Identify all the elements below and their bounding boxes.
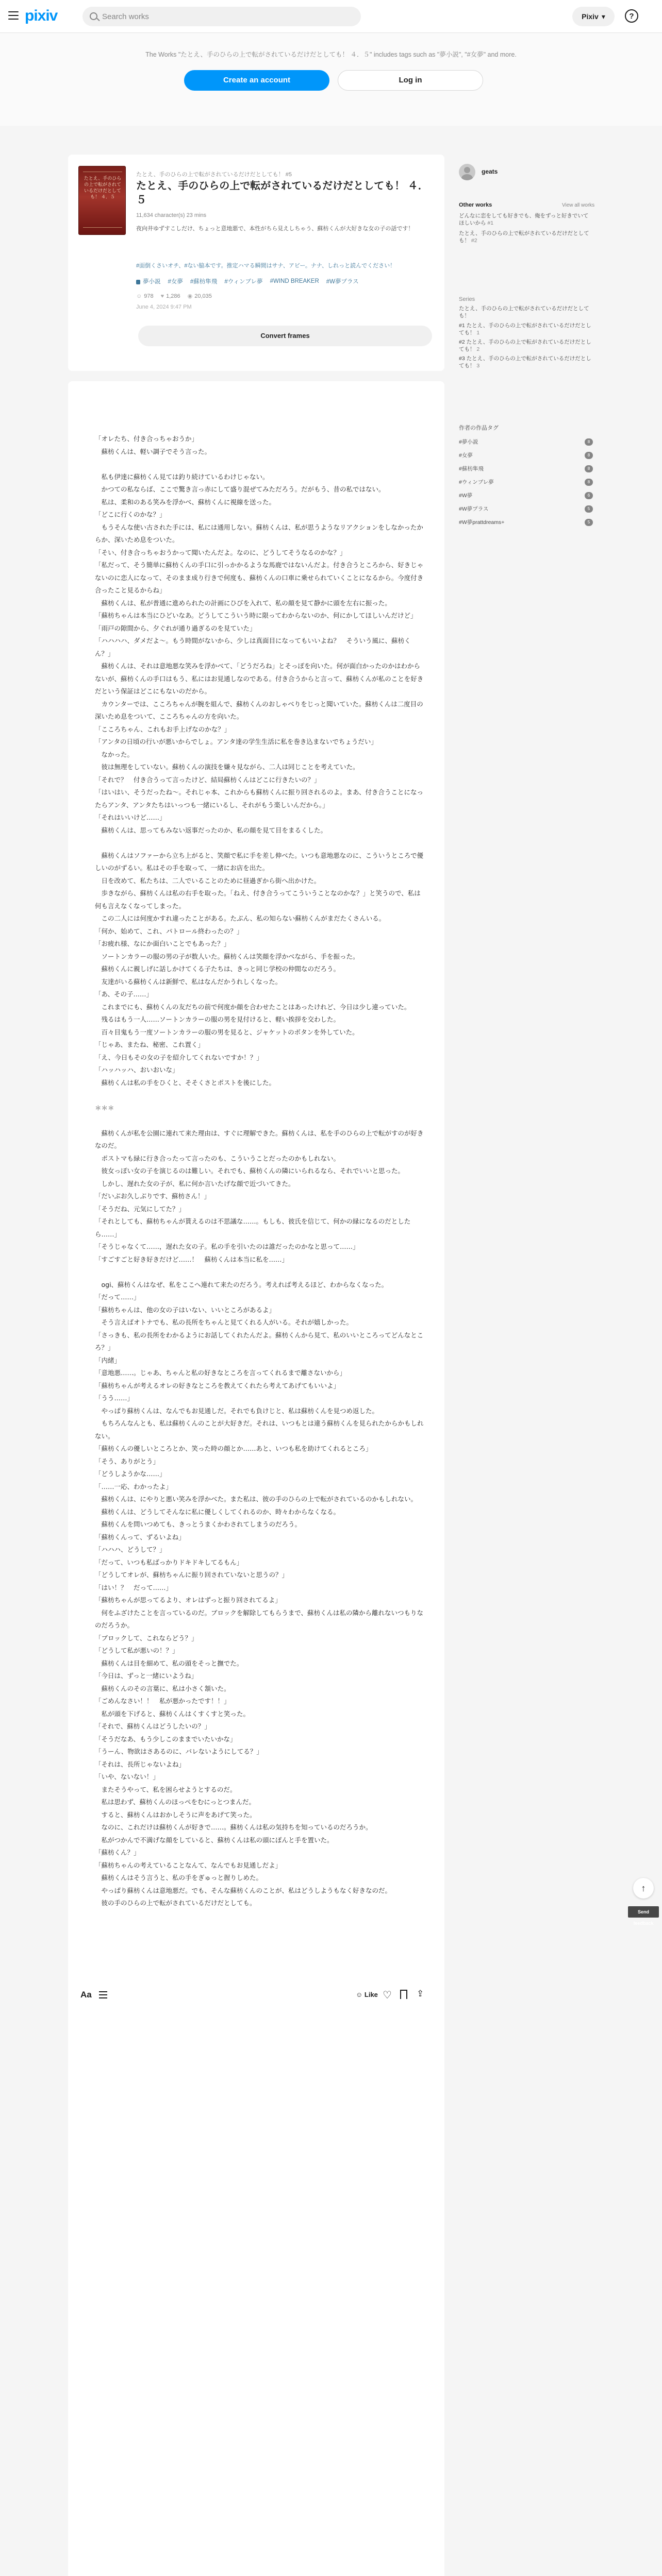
sidebar-tag-count: 8 xyxy=(585,452,593,459)
table-of-contents-icon[interactable] xyxy=(99,1991,107,1998)
body-paragraph: 「そい、付き合っちゃおうかって聞いたんだよ。なのに、どうしてそうなるのかな？」 xyxy=(95,548,346,556)
body-paragraph: 「お疲れ様、なにか面白いことでもあった？」 xyxy=(95,940,230,947)
series-title[interactable]: たとえ、手のひらの上で転がされているだけだとしても！ xyxy=(459,306,589,319)
bookmark-count xyxy=(161,293,180,299)
caption-hashtags: #面倒くさいオチ、#ない脇本です。推定ハマる瞬間はサナ、アビー。ナナ、しれっと読んでください！ xyxy=(136,263,396,269)
body-paragraph: もちろんなんとも、私は蘇枋くんのことが大好きだ。それは、いつもとは違う蘇枋くんを見られたからかもしれない。 xyxy=(95,1419,424,1440)
body-paragraph: 蘇枋くんが私を公園に連れて来た理由は、すぐに理解できた。蘇枋くんは、私を手のひらの上で転がすのが好きなのだ。 xyxy=(95,1129,424,1149)
body-paragraph: 蘇枋くんは目を細めて、私の頭をそっと撫でた。 xyxy=(95,1659,243,1667)
sidebar-tag-name: #W夢プラス xyxy=(459,506,489,512)
sidebar-tag-count: 5 xyxy=(585,505,593,513)
sidebar-tag-item[interactable] xyxy=(459,492,593,499)
body-paragraph: 「うーん、物欲はさあるのに、バレないようにしてる？」 xyxy=(95,1748,263,1755)
create-account-button[interactable]: Create an account xyxy=(184,70,329,91)
author-name[interactable]: geats xyxy=(482,168,498,175)
posted-date: June 4, 2024 9:47 PM xyxy=(136,304,192,310)
series-item[interactable] xyxy=(459,338,593,353)
series-item[interactable] xyxy=(459,322,593,336)
sidebar-tag-item[interactable] xyxy=(459,505,593,513)
sidebar-tag-count: 6 xyxy=(585,492,593,499)
share-icon[interactable]: ⇪ xyxy=(417,1989,424,1998)
section-break: ＊＊＊ xyxy=(95,1104,114,1112)
work-caption: 夜向井ゆずすこしだけ、ちょっと意地悪で、本性がちら見えしちゃう、蘇枋くんが大好きな女の子の話です！ xyxy=(136,226,414,232)
body-paragraph: 私は思わず、蘇枋くんのほっぺをむにっとつまんだ。 xyxy=(95,1798,256,1806)
body-paragraph: 「それで、蘇枋くんはどうしたいの？」 xyxy=(95,1722,211,1730)
body-paragraph: 「ハッハッハ、おいおいな」 xyxy=(95,1066,179,1074)
body-paragraph: 残るはもう一人……ソートンカラーの服の男を見付けると、軽い挨拶を交わした。 xyxy=(95,1015,340,1023)
sidebar-tag-item[interactable] xyxy=(459,451,593,459)
body-paragraph: 「蘇枋くんの優しいところとか、笑った時の顔とか……あと、いつも私を助けてくれるところ」 xyxy=(95,1445,372,1452)
view-all-link[interactable]: View all works xyxy=(562,202,595,208)
body-paragraph: 「蘇枋くん？」 xyxy=(95,1849,140,1856)
sidebar-tag-count: 8 xyxy=(585,465,593,472)
avatar[interactable] xyxy=(459,164,475,180)
body-paragraph: 「オレたち、付き合っちゃおうか」 xyxy=(95,435,198,443)
body-paragraph: 「意地悪……。じゃあ、ちゃんと私の好きなところを言ってくれるまで離さないから」 xyxy=(95,1369,346,1377)
body-paragraph: 百々目鬼もう一度ソートンカラーの服の男を見ると、ジャケットのボタンを外していた。 xyxy=(95,1028,359,1036)
body-paragraph: 「こころちゃん、これもお手上げなのかな？」 xyxy=(95,725,231,733)
sidebar-tag-name: #W夢prattdreams+ xyxy=(459,519,505,526)
body-paragraph: 蘇枋くんは私の手をひくと、そそくさとポストを後にした。 xyxy=(95,1078,276,1087)
body-paragraph: 蘇枋くんは、軽い調子でそう言った。 xyxy=(95,447,211,455)
help-icon[interactable]: ? xyxy=(625,9,638,23)
other-work-title: たとえ、手のひらの上で転がされているだけだとしても！ xyxy=(459,230,589,244)
tag-item[interactable] xyxy=(224,277,262,285)
body-paragraph: 「うう……」 xyxy=(95,1394,134,1402)
sidebar-tag-item[interactable] xyxy=(459,465,593,472)
sidebar-tag-name: #女夢 xyxy=(459,452,473,459)
series-heading: Series xyxy=(459,296,475,302)
body-paragraph: 「蘇枋ちゃんが考えるオレの好きなところを教えてくれたら考えてあげてもいいよ」 xyxy=(95,1381,340,1389)
tag-label: #WIND BREAKER xyxy=(270,278,319,284)
body-paragraph: 「そうじゃなくて……，遅れた女の子。私の手を引いたのは誰だったのかなと思って……」 xyxy=(95,1243,359,1250)
body-paragraph: 私は、柔和のある笑みを浮かべ、蘇枋くんに視線を送った。 xyxy=(95,498,276,506)
top-bar xyxy=(0,0,662,33)
body-paragraph: しかし、遅れた女の子が、私に何か言いたげな顔で近づいてきた。 xyxy=(95,1179,295,1188)
tag-item[interactable] xyxy=(136,277,161,285)
body-paragraph: 「蘇枋くんって、ずるいよね」 xyxy=(95,1533,185,1541)
body-paragraph: 「え、今日もその女の子を紹介してくれないですか！？」 xyxy=(95,1053,263,1061)
body-paragraph: もうそんな使い古された手には、私には通用しない。蘇枋くんは、私が思うようなリアクションをしなかったからか、深いため息をついた。 xyxy=(95,523,423,544)
series-link[interactable]: たとえ、手のひらの上で転がされているだけだとしても！ #5 xyxy=(136,172,292,178)
body-paragraph: 「どうして私が悪いの！？」 xyxy=(95,1647,179,1654)
sidebar-tag-name: #W夢 xyxy=(459,493,473,499)
body-paragraph: 「だいぶお久しぶりです、蘇枋さん！」 xyxy=(95,1192,211,1200)
like-button[interactable]: ☺ Like xyxy=(356,1991,378,1998)
signup-promo xyxy=(0,33,662,126)
promo-text: The Works "たとえ、手のひらの上で転がされているだけだとしても！ ４．５" includes tags such as "夢小説", "#女夢" and more. xyxy=(145,51,517,58)
body-paragraph: 蘇枋くんはソファーから立ち上がると、笑顔で私に手を差し伸べた。いつも意地悪なのに、こういうところで優しいのがずるい。私はその手を取って、一緒にお店を出た。 xyxy=(95,851,424,872)
body-paragraph: 「そうだなあ、もう少しこのままでいたいかな」 xyxy=(95,1735,237,1743)
sidebar-tag-item[interactable] xyxy=(459,438,593,446)
body-paragraph xyxy=(95,1266,425,1279)
sidebar-tag-name: #蘇枋隼飛 xyxy=(459,466,484,472)
sidebar-tag-item[interactable] xyxy=(459,518,593,526)
work-meta: 11,634 character(s) 23 mins xyxy=(136,212,207,218)
body-paragraph: またそうやって、私を困らせようとするのだ。 xyxy=(95,1785,237,1793)
eye-icon: ◉ xyxy=(187,293,193,299)
body-paragraph: なかった。 xyxy=(95,750,134,758)
other-work-title: どんなに恋をしても好きでも、俺をずっと好きでいてほしいから xyxy=(459,213,589,226)
series-item-sub: 2 xyxy=(476,346,480,352)
body-paragraph: 「私だって、そう簡単に蘇枋くんの手口に引っかかるような馬鹿ではないんだよ。付き合うところから、好きじゃないのに恋人になって、そのまま成り行きで何度も、蘇枋くんの口車に乗せられていくことになるから。今度付き合ったこと見るからね」 xyxy=(95,561,424,594)
body-paragraph: 「ブロックして、これならどう？」 xyxy=(95,1634,198,1642)
author-tags-heading: 作者の作品タグ xyxy=(459,425,499,431)
body-paragraph xyxy=(95,837,425,850)
novel-body-text xyxy=(95,433,425,1910)
body-paragraph: 「だって……」 xyxy=(95,1293,140,1301)
body-paragraph: 「何か、始めて、これ、パトロール終わったの？」 xyxy=(95,927,243,935)
body-paragraph: 蘇枋くんは、どうしてそんなに私に優しくしてくれるのか、時々わからなくなる。 xyxy=(95,1507,340,1516)
body-paragraph xyxy=(95,1089,425,1102)
body-paragraph: 「どうしようかな……」 xyxy=(95,1470,166,1478)
body-paragraph: 「はいはい、そうだったね～。それじゃ本、これからも蘇枋くんに振り回されるのよ。まあ、付き合うことになったらアンタ、アンタたちはいっつも一緒にいるし、それがもう楽しいんだから。」 xyxy=(95,788,424,809)
work-stats xyxy=(136,293,212,299)
tag-label: #女夢 xyxy=(168,279,183,285)
body-paragraph: 「蘇枋ちゃんは、他の女の子はいない、いいところがあるよ」 xyxy=(95,1306,276,1314)
body-paragraph: 「それで？ 付き合うって言ったけど、結局蘇枋くんはどこに行きたいの？」 xyxy=(95,775,321,784)
body-paragraph: ポストマも緑に行き合ったって言ったのも、こういうことだったのかもしれない。 xyxy=(95,1154,340,1162)
body-paragraph: すると、蘇枋くんはおかしそうに声をあげて笑った。 xyxy=(95,1810,256,1819)
body-paragraph: 彼女っぽい女の子を演じるのは難しい。それでも、蘇枋くんの隣にいられるなら、それでいいと思った。 xyxy=(95,1167,405,1175)
lock-icon xyxy=(136,280,140,284)
send-feedback-button[interactable]: Send feedback xyxy=(628,1906,659,1918)
body-paragraph: 蘇枋くんに親しげに話しかけてくる子たちは、きっと同じ学校の仲間なのだろう。 xyxy=(95,965,340,973)
body-paragraph: なのに、これだけは蘇枋くんが好きで……。蘇枋くんは私の気持ちを知っているのだろうか。 xyxy=(95,1823,372,1831)
novel-cover-image[interactable] xyxy=(78,166,126,235)
convert-frames-button[interactable]: Convert frames xyxy=(138,326,432,346)
tag-item[interactable] xyxy=(168,277,183,285)
body-paragraph: 「……一応、わかったよ」 xyxy=(95,1482,173,1490)
body-paragraph: やっぱり蘇枋くんは意地悪だ。でも、そんな蘇枋くんのことが、私はどうしようもなく好きなのだ。 xyxy=(95,1886,392,1894)
bookmark-heart-icon[interactable]: ♡ xyxy=(383,1990,392,2001)
language-label: Pixiv xyxy=(582,12,599,21)
body-paragraph: 「ごめんなさい！！ 私が悪かったです！！」 xyxy=(95,1697,230,1705)
body-paragraph: 「蘇枋ちゃんは本当にひどいなあ。どうしてこういう時に限ってわからないのか、何にかしてほしいんだけど」 xyxy=(95,612,417,619)
search-icon xyxy=(90,12,97,20)
body-paragraph: 「それは、長所じゃないよね」 xyxy=(95,1760,186,1768)
tag-list xyxy=(136,277,435,285)
search-input[interactable] xyxy=(82,7,361,26)
sidebar-tag-count: 5 xyxy=(585,519,593,526)
sidebar-tag-item[interactable] xyxy=(459,478,593,486)
other-work-sub: #1 xyxy=(487,220,494,226)
body-paragraph: 「内緒」 xyxy=(95,1356,121,1364)
tag-item[interactable] xyxy=(326,277,359,285)
other-works-heading: Other works xyxy=(459,202,492,208)
tag-item[interactable] xyxy=(190,277,217,285)
sidebar-tag-count: 8 xyxy=(585,479,593,486)
chevron-down-icon: ▾ xyxy=(601,12,605,21)
body-paragraph: カウンターでは、こころちゃんが腕を組んで、蘇枋くんのおしゃべりをじっと聞いていた。蘇枋くんは二度目の深いため息をついて、こころちゃんの方を向いた。 xyxy=(95,700,423,720)
body-paragraph: 「今日は、ずっと一緒にいようね」 xyxy=(95,1672,198,1680)
tag-label: 夢小説 xyxy=(143,279,161,285)
body-paragraph: そう言えばオトナでも、私の長所をちゃんと見てくれる人がいる。それが嬉しかった。 xyxy=(95,1318,353,1326)
work-title: たとえ、手のひらの上で転がされているだけだとしても！ ４．５ xyxy=(136,180,428,206)
body-paragraph: 「それはいいけど……」 xyxy=(95,814,166,821)
body-paragraph: 彼の手のひらの上で転がされているだけだとしても。 xyxy=(95,1899,256,1907)
body-paragraph: 「どこに行くのかな？」 xyxy=(95,511,166,518)
body-paragraph: 友達がいる蘇枋くんは新鮮で、私はなんだかうれしくなった。 xyxy=(95,977,282,986)
body-paragraph: 「アンタの日頃の行いが悪いからでしょ。アンタ達の学生生活に私を巻き込まないでちょうだい」 xyxy=(95,738,377,745)
sidebar-tag-count: 8 xyxy=(585,438,593,446)
series-item-title: #1 たとえ、手のひらの上で転がされているだけだとしても！ xyxy=(459,323,591,336)
cover-title: たとえ、手のひらの上で転がされているだけだとしても！ ４．５ xyxy=(84,176,122,200)
bookmark-count-value: 1,286 xyxy=(166,293,180,299)
body-paragraph: 「それとしても、蘇枋ちゃんが貰えるのは不思議な……。もしも、彼氏を信じて、何かの縁になるのだとしたら……」 xyxy=(95,1217,411,1238)
body-paragraph: 蘇枋くんを問いつめても、きっとうまくかわされてしまうのだろう。 xyxy=(95,1520,302,1528)
pixiv-logo[interactable]: pixiv xyxy=(25,7,58,24)
body-paragraph: 日を改めて、私たちは、二人でいることのために昼過ぎから街へ出かけた。 xyxy=(95,876,321,885)
body-paragraph: 蘇枋くんは、思ってもみない返事だったのか、私の顔を見て目をまるくした。 xyxy=(95,826,327,834)
save-icon[interactable] xyxy=(400,1990,407,1999)
body-paragraph: 「はい！？ だって……」 xyxy=(95,1583,173,1591)
body-paragraph: 私も伊達に蘇枋くん見ては釣り続けているわけじゃない。 xyxy=(95,472,269,481)
body-paragraph: 「どうしてオレが、蘇枋ちゃんに振り回されていないと思うの？」 xyxy=(95,1571,289,1579)
sidebar-tag-name: #夢小説 xyxy=(459,439,478,445)
hamburger-menu-icon[interactable] xyxy=(8,11,19,20)
body-paragraph: 「そうだね、元気にしてた？」 xyxy=(95,1205,186,1213)
body-paragraph: 「ハハハ、どうして？」 xyxy=(95,1546,166,1553)
body-paragraph: かつての私ならば、ここで驚き言っ赤にして盛り混ぜてみただろう。だがもう、昔の私ではない。 xyxy=(95,485,385,493)
series-item-title: #3 たとえ、手のひらの上で転がされているだけだとしても！ xyxy=(459,355,591,369)
body-paragraph: これまでにも、蘇枋くんの友だちの前で何度か顔を合わせたことはあったけれど、今日は少し違っていた。 xyxy=(95,1003,411,1011)
view-count-value: 20,035 xyxy=(194,293,212,299)
body-paragraph: 蘇枋くんは、それは意地悪な笑みを浮かべて、「どうだろね」とそっぽを向いた。何が面白かったのかはわからないが、蘇枋くんの手口はもう、私にはお見通しなのである。付き合うからと言って、蘇枋くんが私のことを好きだという保証はどこにもないのだから。 xyxy=(95,662,424,695)
body-paragraph: この二人には何度かすれ違ったことがある。たぶん、私の知らない蘇枋くんがまだたくさんいる。 xyxy=(95,914,386,922)
tag-label: #ウィンブレ夢 xyxy=(224,279,263,285)
body-paragraph: 「そう、ありがとう」 xyxy=(95,1457,160,1465)
heart-icon: ♥ xyxy=(160,293,164,299)
cover-ornament xyxy=(83,227,122,228)
other-work-item[interactable] xyxy=(459,230,593,244)
other-work-item[interactable] xyxy=(459,212,593,227)
like-count xyxy=(136,293,154,299)
body-paragraph: 彼は無理をしていない。蘇枋くんの演技を嫌々見ながら、二人は同じことを考えていた。 xyxy=(95,763,359,771)
body-paragraph: 蘇枋くんはそう言うと、私の手をぎゅっと握りしめた。 xyxy=(95,1874,263,1882)
login-button[interactable]: Log in xyxy=(338,70,483,91)
body-paragraph: ソートンカラーの服の男の子が数人いた。蘇枋くんは笑顔を浮かべながら、手を振った。 xyxy=(95,952,359,960)
body-paragraph: ogi、蘇枋くんはなぜ、私をここへ連れて来たのだろう。考えれば考えるほど、わからなくなった。 xyxy=(95,1280,388,1289)
tag-label: #蘇枋隼飛 xyxy=(190,279,218,285)
series-item[interactable] xyxy=(459,355,593,369)
body-paragraph xyxy=(95,458,425,471)
body-paragraph: 私が頭を下げると、蘇枋くんはくすくすと笑った。 xyxy=(95,1709,250,1718)
series-item-sub: 1 xyxy=(476,330,480,336)
body-paragraph: 「すごすごと好き好きだけど……！ 蘇枋くんは本当に私を……」 xyxy=(95,1255,289,1263)
series-item-sub: 3 xyxy=(476,363,480,369)
body-paragraph: 「ハハハハ、ダメだよ～。もう時間がないから、少しは真面目になってもいいよね？ そういう風に、蘇枋くん？」 xyxy=(95,637,411,657)
body-paragraph: 「いや、ないない！」 xyxy=(95,1773,159,1781)
body-paragraph: 「蘇枋ちゃんの考えていることなんて、なんでもお見通しだよ」 xyxy=(95,1861,282,1869)
body-paragraph: 「あ、その子……」 xyxy=(95,990,153,998)
body-paragraph: 私がつかんで不満げな顔をしていると、蘇枋くんは私の頭にぽんと手を置いた。 xyxy=(95,1836,334,1844)
like-label: Like xyxy=(364,1991,378,1998)
body-paragraph: 蘇枋くんは、私が普通に進められたの計画にひびを入れて、私の顔を見て静かに頭を左右に振った。 xyxy=(95,599,391,607)
body-paragraph xyxy=(95,1114,425,1127)
tag-label: #W夢プラス xyxy=(326,279,359,285)
smile-icon: ☺ xyxy=(136,293,142,299)
sidebar-tag-name: #ウィンブレ夢 xyxy=(459,479,494,485)
search-placeholder: Search works xyxy=(102,12,149,21)
body-paragraph: やっぱり蘇枋くんは、なんでもお見通しだ。それでも負けじと、私は蘇枋くんを見つめ返した。 xyxy=(95,1406,379,1415)
body-paragraph: 「さっきも、私の長所をわかるようにお話してくれたんだよ。蘇枋くんから見て、私のいいところってどんなところ？」 xyxy=(95,1331,424,1351)
series-item-title: #2 たとえ、手のひらの上で転がされているだけだとしても！ xyxy=(459,339,591,352)
like-count-value: 978 xyxy=(144,293,154,299)
language-select[interactable] xyxy=(572,7,615,26)
view-count xyxy=(188,293,212,299)
font-size-toggle-icon[interactable]: Aa xyxy=(80,1990,92,1999)
body-paragraph: 何をふざけたことを言っているのだ。ブロックを解除してもらうまで、蘇枋くんは私の隣から離れないつもりなのだろうか。 xyxy=(95,1608,424,1629)
other-work-sub: #2 xyxy=(471,238,477,244)
body-paragraph: 「じゃあ、またね、秘密、これ置く」 xyxy=(95,1041,205,1048)
tag-item[interactable] xyxy=(270,277,319,285)
body-paragraph: 蘇枋くんのその言葉に、私は小さく頷いた。 xyxy=(95,1684,230,1692)
body-paragraph: 「雨戸の隙間から、夕ぐれが通り過ぎるのを見ていた」 xyxy=(95,624,256,632)
body-paragraph: 歩きながら、蘇枋くんは私の右手を取った。「ねえ、付き合うってこういうことなのかな？」と笑うので、私は何も言えなくなってしまった。 xyxy=(95,889,421,910)
body-paragraph: 「だって、いつも私ばっかりドキドキしてるもん」 xyxy=(95,1558,243,1566)
scroll-to-top-button[interactable]: ↑ xyxy=(633,1878,654,1899)
body-paragraph: 「蘇枋ちゃんが思ってるより、オレはずっと振り回されてるよ」 xyxy=(95,1596,282,1604)
body-paragraph: 蘇枋くんは、にやりと悪い笑みを浮かべた。また私は、彼の手のひらの上で転がされているのかもしれない。 xyxy=(95,1495,418,1503)
